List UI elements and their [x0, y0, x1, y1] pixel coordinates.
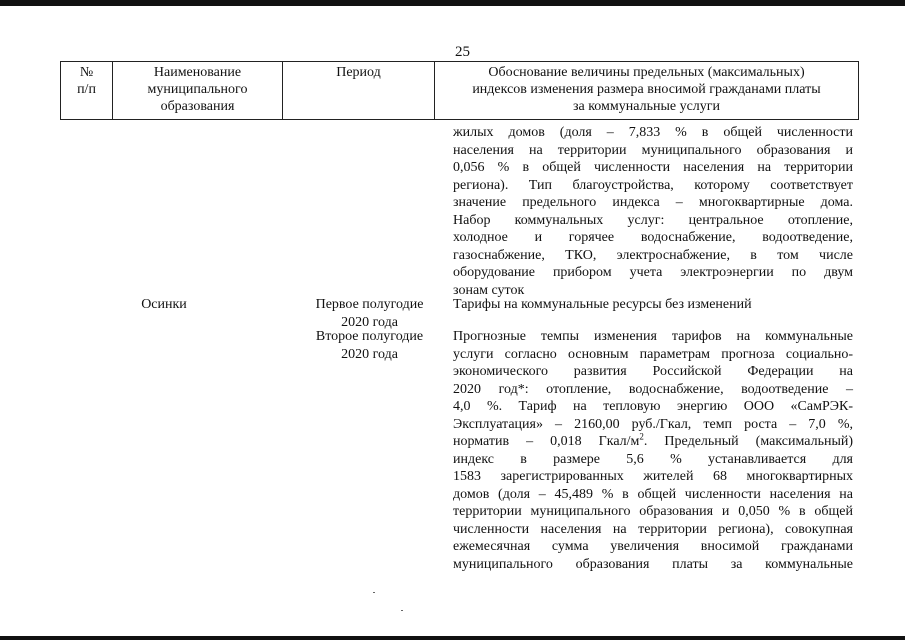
- forecast-norm-line: норматив – 0,018 Гкал/$м^2$. Предельный (максимальный): [453, 431, 854, 449]
- header-period: Период: [283, 62, 435, 120]
- page-number: 25: [455, 44, 470, 60]
- continuation-last-line: зонам суток: [453, 282, 525, 298]
- continuation-line: значение предельного индекса – многоквартирные дома.: [453, 195, 853, 210]
- forecast-line: территории муниципального образования и 0,050 % в общей: [453, 504, 853, 519]
- continuation-line: региона). Тип благоустройства, которому соответствует: [453, 177, 853, 193]
- forecast-line: Прогнозные темпы изменения тарифов на коммунальные: [453, 329, 853, 344]
- continuation-line: жилых домов (доля – 7,833 % в общей численности: [453, 125, 853, 140]
- forecast-line: численности населения на территории региона), совокупная: [453, 521, 853, 537]
- forecast-line: муниципального образования платы за коммунальные: [453, 556, 853, 572]
- scan-speck: [401, 610, 403, 611]
- continuation-line: оборудование прибором учета электроэнергии по двум: [453, 265, 853, 280]
- forecast-line: 2020 год*: отопление, водоснабжение, водоотведение –: [453, 381, 853, 397]
- forecast-line: 1583 зарегистрированных жителей 68 многоквартирных: [453, 469, 853, 484]
- bottom-border: [0, 636, 905, 640]
- municipality-name: Осинки: [141, 297, 187, 312]
- continuation-text: [453, 124, 853, 299]
- header-municipality: Наименование муниципального образования: [113, 62, 283, 120]
- forecast-line: индекс в размере 5,6 % устанавливается для: [453, 451, 853, 467]
- period-first-half: Первое полугодие 2020 года: [315, 297, 424, 330]
- continuation-line: холодное и горячее водоснабжение, водоотведение,: [453, 230, 853, 245]
- forecast-text: [453, 328, 853, 573]
- forecast-line: услуги согласно основным параметрам прогноза социально-: [453, 346, 853, 362]
- forecast-line: домов (доля – 45,489 % в общей численности населения на: [453, 486, 853, 502]
- forecast-line: ежемесячная сумма увеличения вносимой гражданами: [453, 539, 853, 554]
- table-header: [60, 61, 859, 120]
- continuation-line: Набор коммунальных услуг: центральное отопление,: [453, 212, 853, 228]
- forecast-line: 4,0 %. Тариф на тепловую энергию ООО «СамРЭК-: [453, 399, 853, 414]
- forecast-line: экономического развития Российской Федерации на: [453, 364, 853, 379]
- header-row: [61, 62, 859, 120]
- header-justification: Обоснование величины предельных (максимальных) индексов изменения размера вносимой гражданами платы за коммунальные услуги: [435, 62, 859, 120]
- forecast-line: Эксплуатация» – 2160,00 руб./Гкал, темп роста – 7,0 %,: [453, 416, 853, 432]
- header-num: № п/п: [61, 62, 113, 120]
- scan-speck: [373, 592, 375, 593]
- period-second-half: Второе полугодие 2020 года: [315, 329, 424, 362]
- continuation-line: газоснабжение, ТКО, электроснабжение, в том числе: [453, 247, 853, 263]
- continuation-line: 0,056 % в общей численности населения на территории: [453, 160, 853, 175]
- top-border: [0, 0, 905, 6]
- continuation-line: населения на территории муниципального образования и: [453, 142, 853, 158]
- tariffs-unchanged-text: Тарифы на коммунальные ресурсы без изменений: [453, 297, 752, 312]
